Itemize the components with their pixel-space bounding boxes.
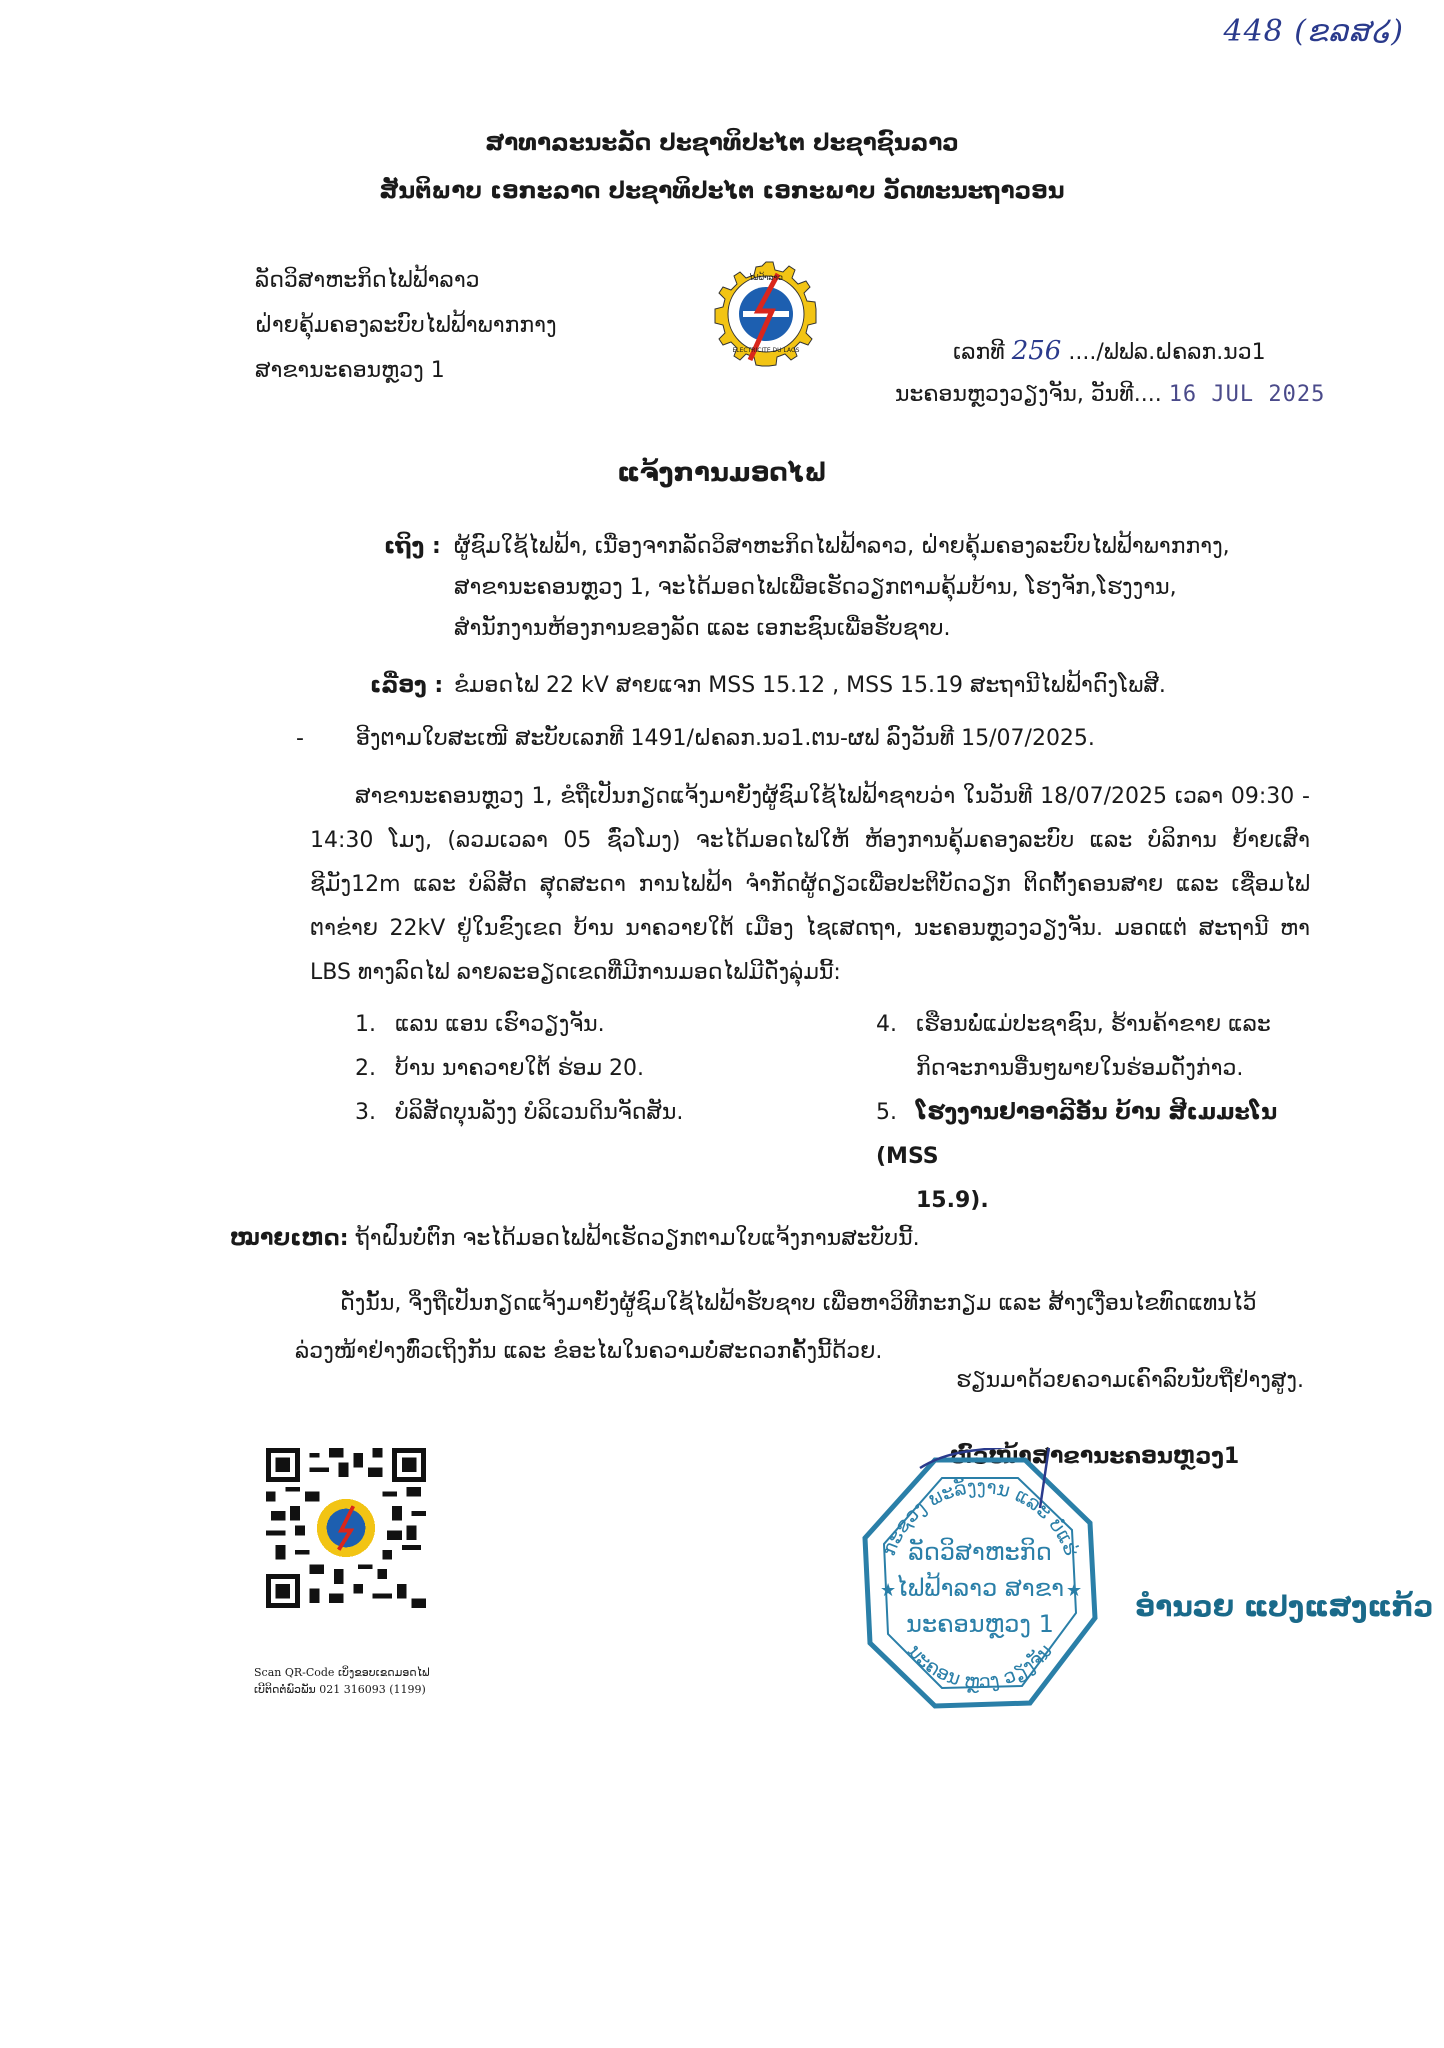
handwritten-page-number: 448 (ຂລສ໒) xyxy=(1223,14,1404,49)
note xyxy=(230,1226,920,1251)
edl-logo-icon xyxy=(706,256,826,376)
ref-number-handwritten: 256 xyxy=(1011,336,1062,366)
organization-block xyxy=(255,258,557,393)
org-line1: ລັດວິສາຫະກິດໄຟຟ້າລາວ xyxy=(255,268,480,293)
logo-top-text: ໄຟຟ້າລາວ xyxy=(749,273,783,282)
seal-ring-top: ກະຊວງ ພະລັງງານ ແລະ ບໍ່ແຮ່ xyxy=(877,1475,1083,1559)
list-item: 5. ໂຮງງານຢາອາລີອັນ ບ້ານ ສີເມມະໂນ (MSS xyxy=(876,1100,1278,1169)
areas-list-right: 4. ເຮືອນພໍ່ແມ່ປະຊາຊົນ, ຮ້ານຄ້າຂາຍ ແລະ ກິດຈະການອື່ນໆພາຍໃນຮ່ອມດັ່ງກ່າວ. 5. ໂຮງງານຢາອາລີອັນ ບ້ານ ສີເມມະໂນ (MSS 15.9). xyxy=(876,1003,1336,1223)
dateline xyxy=(895,382,1325,407)
ref-suffix: ..../ຟຟລ.ຝຄລກ.ນວ1 xyxy=(1068,340,1266,365)
date-stamp: 16 JUL 2025 xyxy=(1168,382,1326,407)
document-title: ແຈ້ງການມອດໄຟ xyxy=(617,458,827,488)
closing-paragraph: ດັ່ງນັ້ນ, ຈິ່ງຖືເປັນກຽດແຈ້ງມາຍັງຜູ້ຊົມໃຊ້ໄຟຟ້າຮັບຊາບ ເພື່ອຫາວິທີກະກຽມ ແລະ ສ້າງເງື່ອນໄຂທົດແທນໄວ້ລ່ວງໜ້າຢ່າງທົ່ວເຖິງກັນ ແລະ ຂໍອະໄພໃນຄວາມບໍ່ສະດວກຄັ້ງນີ້ດ້ວຍ. xyxy=(295,1291,1257,1364)
list-item: 4. ເຮືອນພໍ່ແມ່ປະຊາຊົນ, ຮ້ານຄ້າຂາຍ ແລະ xyxy=(876,1012,1271,1037)
qr-caption-line2: ເບີຕິດຕໍ່ພົວພັນ 021 316093 (1199) xyxy=(254,1683,426,1696)
seal-center-line1: ລັດວິສາຫະກິດ xyxy=(908,1538,1052,1566)
seal-center-line2: ໄຟຟ້າລາວ ສາຂາ xyxy=(895,1574,1065,1602)
list-item: 2. ບ້ານ ນາຄວາຍໃຕ້ ຮ່ອມ 20. xyxy=(355,1056,645,1081)
official-seal-icon xyxy=(850,1448,1110,1718)
reference-text: ອີງຕາມໃບສະເໜີ ສະບັບເລກທີ 1491/ຝຄລກ.ນວ1.ຕນ-ຜຟ ລົງວັນທີ 15/07/2025. xyxy=(356,726,1095,751)
main-paragraph: ສາຂານະຄອນຫຼວງ 1, ຂໍຖືເປັນກຽດແຈ້ງມາຍັງຜູ້ຊົມໃຊ້ໄຟຟ້າຊາບວ່າ ໃນວັນທີ 18/07/2025 ເວລາ 09:30 - 14:30 ໂມງ, (ລວມເວລາ 05 ຊົ່ວໂມງ) ຈະໄດ້ມອດໄຟໃຫ້ ຫ້ອງການຄຸ້ມຄອງລະບົບ ແລະ ບໍລິການ ຍ້າຍເສົາຊີມັງ12m ແລະ ບໍລິສັດ ສຸດສະດາ ການໄຟຟ້າ ຈຳກັດຜູ້ດຽວເພື່ອປະຕິບັດວຽກ ຕິດຕັ້ງຄອນສາຍ ແລະ ເຊື່ອມໄຟຕາຂ່າຍ 22kV ຢູ່ໃນຂົງເຂດ ບ້ານ ນາຄວາຍໃຕ້ ເມືອງ ໄຊເສດຖາ, ນະຄອນຫຼວງວຽງຈັນ. ມອດແຕ່ ສະຖານີ ຫາ LBS ທາງລົດໄຟ ລາຍລະອຽດເຂດທີ່ມີການມອດໄຟມີດັ່ງລຸ່ມນີ້: xyxy=(310,784,1310,985)
to-line2: ສາຂານະຄອນຫຼວງ 1, ຈະໄດ້ມອດໄຟເພື່ອເຮັດວຽກຕາມຄຸ້ມບ້ານ, ໂຮງຈັກ,ໂຮງງານ, xyxy=(454,575,1177,600)
reference-bullet: - xyxy=(296,726,304,751)
qr-caption xyxy=(254,1664,430,1698)
note-text: ຖ້າຝົນບໍ່ຕົກ ຈະໄດ້ມອດໄຟຟ້າເຮັດວຽກຕາມໃບແຈ້ງການສະບັບນີ້. xyxy=(348,1226,920,1251)
to-label: ເຖິງ : xyxy=(384,534,441,559)
reference-line xyxy=(296,718,1296,759)
signature-title: ຫົວໜ້າສາຂານະຄອນຫຼວງ1 xyxy=(950,1444,1240,1469)
seal-star-icon: ★ xyxy=(1066,1580,1083,1601)
to-line1: ຜູ້ຊົມໃຊ້ໄຟຟ້າ, ເນື່ອງຈາກລັດວິສາຫະກິດໄຟຟ້າລາວ, ຝ່າຍຄຸ້ມຄອງລະບົບໄຟຟ້າພາກກາງ, xyxy=(454,534,1230,559)
org-line3: ສາຂານະຄອນຫຼວງ 1 xyxy=(255,358,445,383)
dateline-prefix: ນະຄອນຫຼວງວຽງຈັນ, ວັນທີ.... xyxy=(895,382,1162,407)
subject-text: ຂໍມອດໄຟ 22 kV ສາຍແຈກ MSS 15.12 , MSS 15.19 ສະຖານີໄຟຟ້າດົງໂພສີ. xyxy=(454,673,1166,698)
ref-prefix: ເລກທີ xyxy=(953,340,1005,365)
areas-list-left xyxy=(355,1003,785,1135)
subject-label: ເລື່ອງ : xyxy=(370,673,444,698)
note-label: ໝາຍເຫດ: xyxy=(230,1226,349,1251)
qr-code-icon xyxy=(266,1448,426,1608)
logo-bottom-text: ELECTRICITE DU LAOS xyxy=(732,347,800,354)
reference-number xyxy=(953,336,1266,366)
qr-caption-line1: Scan QR-Code ເບິ່ງຂອບເຂດມອດໄຟ xyxy=(254,1666,430,1679)
to-line3: ສຳນັກງານຫ້ອງການຂອງລັດ ແລະ ເອກະຊົນເພື່ອຮັບຊາບ. xyxy=(454,616,951,641)
national-header-line2: ສັນຕິພາບ ເອກະລາດ ປະຊາທິປະໄຕ ເອກະພາບ ວັດທະນະຖາວອນ xyxy=(379,178,1065,204)
signer-name: ອຳນວຍ ແປງແສງແກ້ວ xyxy=(1135,1590,1434,1623)
subject-block xyxy=(370,665,1330,706)
org-line2: ຝ່າຍຄຸ້ມຄອງລະບົບໄຟຟ້າພາກກາງ xyxy=(255,313,557,338)
seal-center-line3: ນະຄອນຫຼວງ 1 xyxy=(906,1610,1054,1638)
national-header-line1: ສາທາລະນະລັດ ປະຊາທິປະໄຕ ປະຊາຊົນລາວ xyxy=(485,130,959,156)
addressee-block xyxy=(384,526,1344,649)
list-item: 3. ບໍລິສັດບຸນລັງງ ບໍລິເວນດິນຈັດສັນ. xyxy=(355,1100,684,1125)
svg-text:ນະຄອນ ຫຼວງ ວຽງຈັນ xyxy=(903,1640,1057,1694)
thanks-line: ຮຽນມາດ້ວຍຄວາມເຄົາລົບນັບຖືຢ່າງສູງ. xyxy=(956,1368,1304,1393)
list-item: 1. ແລນ ແອນ ເຮົາວຽງຈັນ. xyxy=(355,1012,605,1037)
seal-star-icon: ★ xyxy=(880,1580,897,1601)
seal-ring-bottom: ນະຄອນ ຫຼວງ ວຽງຈັນ xyxy=(903,1640,1057,1694)
